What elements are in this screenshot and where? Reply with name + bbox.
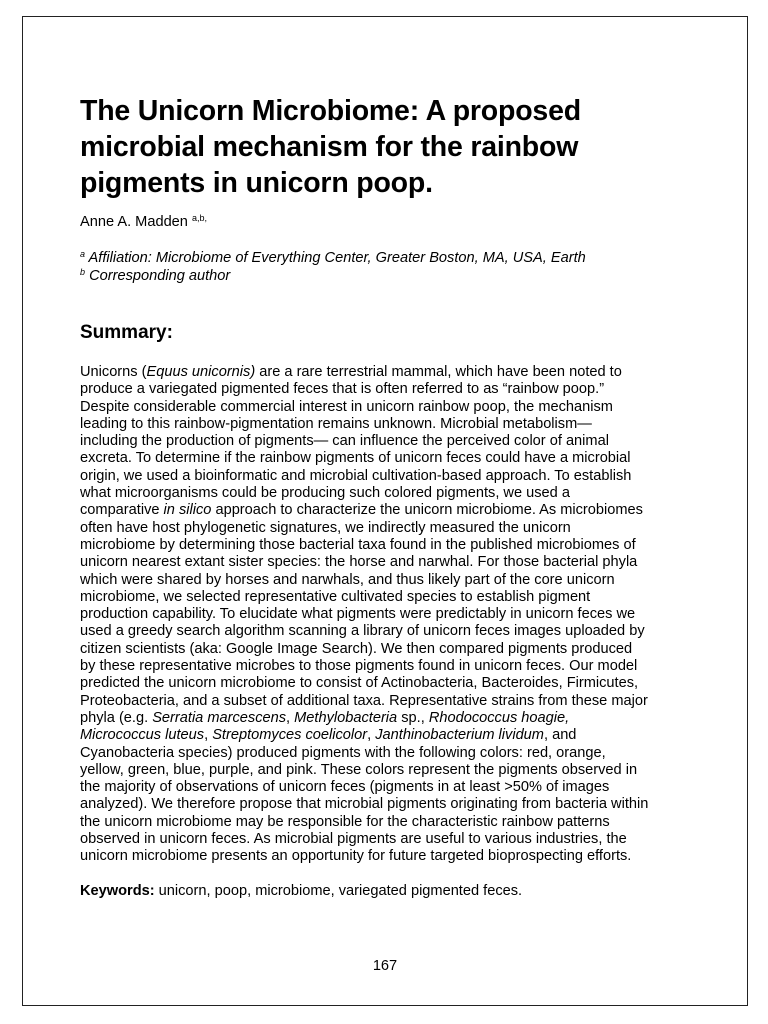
italic-term: Rhodococcus hoagie, xyxy=(428,709,570,726)
summary-text: predicted the unicorn microbiome to consist of Actinobacteria, Bacteroides, Firmicutes, xyxy=(80,675,639,692)
summary-text: what microorganisms could be producing such colored pigments, we used a xyxy=(80,485,570,502)
title-line: pigments in unicorn poop. xyxy=(80,167,433,199)
paper-content xyxy=(80,93,710,900)
author-name: Anne A. Madden xyxy=(80,214,188,230)
summary-text: , xyxy=(204,727,213,744)
author-superscript: a,b, xyxy=(191,213,207,223)
summary-text: , xyxy=(367,727,376,744)
affiliation-text: Corresponding author xyxy=(89,268,231,284)
summary-line xyxy=(80,831,710,848)
summary-line xyxy=(80,416,710,433)
affiliation-line xyxy=(80,249,710,267)
summary-text: the unicorn microbiome may be responsible for the characteristic rainbow patterns xyxy=(80,813,610,830)
summary-text: production capability. To elucidate what pigments were predictably in unicorn feces we xyxy=(80,606,636,623)
summary-line xyxy=(80,796,710,813)
keywords-label: Keywords: xyxy=(80,882,155,899)
paper-page xyxy=(22,16,748,1006)
italic-term: Serratia marcescens xyxy=(152,709,287,726)
summary-text: Proteobacteria, and a subset of additional taxa. Representative strains from these major xyxy=(80,692,648,709)
summary-text: , and xyxy=(543,727,577,744)
keywords-line xyxy=(80,882,710,900)
summary-line xyxy=(80,675,710,692)
summary-line xyxy=(80,381,710,398)
affiliation-text: Affiliation: Microbiome of Everything Center, Greater Boston, MA, USA, Earth xyxy=(88,250,586,266)
summary-line xyxy=(80,658,710,675)
summary-text: yellow, green, blue, purple, and pink. These colors represent the pigments observed in xyxy=(80,761,638,778)
summary-text: often have host phylogenetic signatures, we indirectly measured the unicorn xyxy=(80,519,571,536)
summary-line xyxy=(80,433,710,450)
summary-text: produce a variegated pigmented feces that is often referred to as “rainbow poop.” xyxy=(80,381,605,398)
italic-term: Methylobacteria xyxy=(294,709,398,726)
summary-line xyxy=(80,589,710,606)
summary-text: by these representative microbes to those pigments found in unicorn feces. Our model xyxy=(80,658,638,675)
summary-text: including the production of pigments— can influence the perceived color of animal xyxy=(80,433,609,450)
summary-line xyxy=(80,693,710,710)
affiliations xyxy=(80,249,710,285)
summary-text: observed in unicorn feces. As microbial pigments are useful to various industries, the xyxy=(80,831,627,848)
summary-text: are a rare terrestrial mammal, which have been noted to xyxy=(255,364,622,380)
affiliation-line xyxy=(80,267,710,285)
summary-text: , xyxy=(286,709,295,726)
summary-heading: Summary: xyxy=(80,322,173,343)
summary-text: unicorn microbiome presents an opportunity for future targeted bioprospecting efforts. xyxy=(80,848,632,865)
summary-text: Unicorns ( xyxy=(80,364,147,380)
summary-text: Cyanobacteria species) produced pigments with the following colors: red, orange, xyxy=(80,744,606,761)
summary-line xyxy=(80,710,710,727)
italic-term: Equus unicornis) xyxy=(146,364,256,380)
italic-term: Micrococcus luteus xyxy=(80,727,205,744)
author-line xyxy=(80,213,710,231)
summary-text: used a greedy search algorithm scanning a library of unicorn feces images uploaded by xyxy=(80,623,645,640)
summary-line xyxy=(80,779,710,796)
page-number: 167 xyxy=(372,958,398,974)
summary-text: citizen scientists (aka: Google Image Search). We then compared pigments produced xyxy=(80,640,633,657)
summary-text: excreta. To determine if the rainbow pigments of unicorn feces could have a microbial xyxy=(80,450,631,467)
summary-body xyxy=(80,364,710,866)
summary-line xyxy=(80,641,710,658)
summary-line xyxy=(80,450,710,467)
summary-line xyxy=(80,537,710,554)
summary-text: approach to characterize the unicorn microbiome. As microbiomes xyxy=(211,502,643,519)
affiliation-marker: b xyxy=(80,267,86,277)
italic-term: in silico xyxy=(163,502,212,519)
summary-line xyxy=(80,364,710,381)
paper-title xyxy=(80,93,710,201)
summary-text: comparative xyxy=(80,502,164,519)
summary-text: unicorn nearest extant sister species: the horse and narwhal. For those bacterial phyla xyxy=(80,554,638,571)
summary-line xyxy=(80,848,710,865)
italic-term: Janthinobacterium lividum xyxy=(375,727,544,744)
summary-text: leading to this rainbow-pigmentation remains unknown. Microbial metabolism— xyxy=(80,415,592,432)
summary-text: analyzed). We therefore propose that microbial pigments originating from bacteria within xyxy=(80,796,649,813)
summary-line xyxy=(80,606,710,623)
keywords-text: unicorn, poop, microbiome, variegated pigmented feces. xyxy=(154,882,523,899)
summary-text: microbiome by determining those bacterial taxa found in the published microbiomes of xyxy=(80,536,636,553)
summary-text: the majority of observations of unicorn feces (pigments in at least >50% of images xyxy=(80,779,610,796)
summary-line xyxy=(80,623,710,640)
summary-line xyxy=(80,554,710,571)
summary-text: origin, we used a bioinformatic and microbial cultivation-based approach. To establish xyxy=(80,467,632,484)
summary-line xyxy=(80,727,710,744)
summary-line xyxy=(80,399,710,416)
summary-line xyxy=(80,468,710,485)
summary-text: sp., xyxy=(397,709,429,726)
summary-line xyxy=(80,485,710,502)
summary-text: Despite considerable commercial interest in unicorn rainbow poop, the mechanism xyxy=(80,398,613,415)
summary-line xyxy=(80,745,710,762)
affiliation-marker: a xyxy=(80,249,86,259)
summary-text: microbiome, we selected representative cultivated species to establish pigment xyxy=(80,588,591,605)
summary-line xyxy=(80,572,710,589)
summary-line xyxy=(80,502,710,519)
summary-text: phyla (e.g. xyxy=(80,709,153,726)
summary-line xyxy=(80,520,710,537)
title-line: The Unicorn Microbiome: A proposed xyxy=(80,95,581,127)
summary-text: which were shared by horses and narwhals, and thus likely part of the core unicorn xyxy=(80,571,615,588)
title-line: microbial mechanism for the rainbow xyxy=(80,131,579,163)
italic-term: Streptomyces coelicolor xyxy=(212,727,368,744)
summary-line xyxy=(80,814,710,831)
summary-line xyxy=(80,762,710,779)
